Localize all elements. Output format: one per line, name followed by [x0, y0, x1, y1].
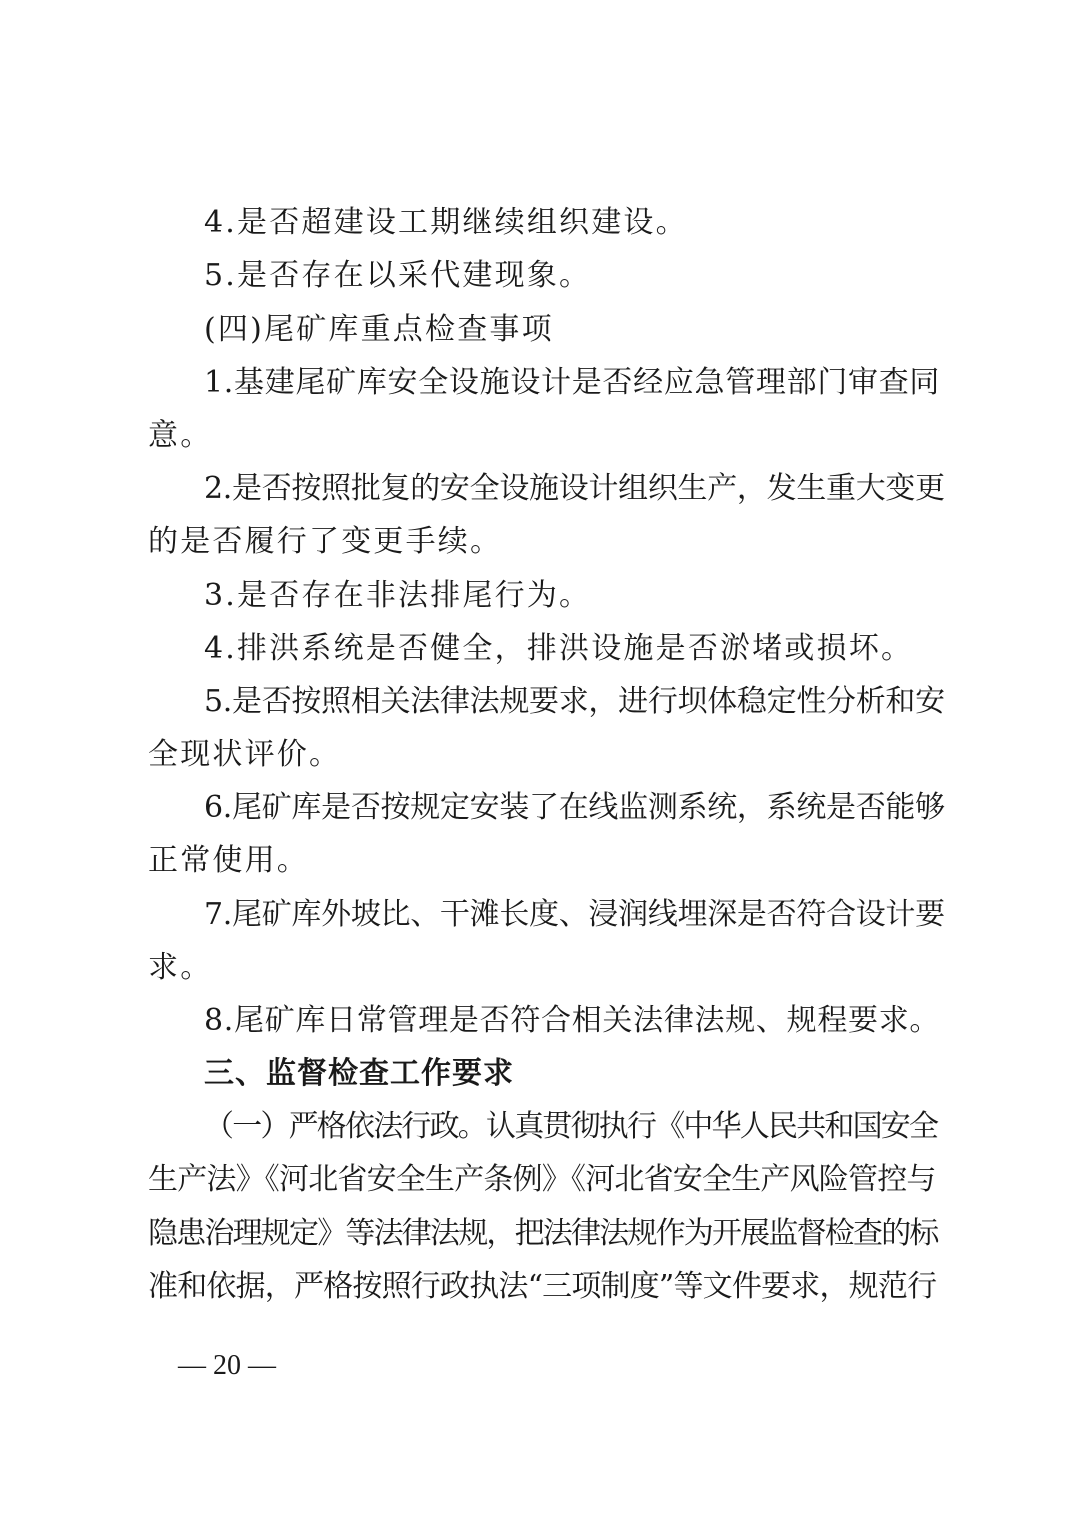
- text-line: 正常使用。: [148, 843, 309, 878]
- text-line: 4.排洪系统是否健全，排洪设施是否淤堵或损坏。: [204, 631, 914, 666]
- text-line: 8.尾矿库日常管理是否符合相关法律法规、规程要求。: [204, 1003, 941, 1038]
- text-line: （一）严格依法行政。认真贯彻执行《中华人民共和国安全: [204, 1109, 938, 1144]
- section-title: 三、监督检查工作要求: [204, 1056, 514, 1091]
- page-number: — 20 —: [178, 1350, 276, 1381]
- text-line: 准和依据，严格按照行政执法“三项制度”等文件要求，规范行: [148, 1269, 937, 1304]
- text-line: 隐患治理规定》等法律法规，把法律法规作为开展监督检查的标: [148, 1216, 938, 1251]
- text-line: 1.基建尾矿库安全设施设计是否经应急管理部门审查同: [204, 365, 941, 400]
- text-line: 意。: [148, 418, 213, 453]
- text-line: 生产法》《河北省安全生产条例》《河北省安全生产风险管控与: [148, 1162, 936, 1197]
- text-line: 求。: [148, 950, 213, 985]
- text-line: 全现状评价。: [148, 737, 342, 772]
- text-line: 5.是否按照相关法律法规要求，进行坝体稳定性分析和安: [204, 684, 945, 719]
- text-line: 7.尾矿库外坡比、干滩长度、浸润线埋深是否符合设计要: [204, 897, 945, 932]
- text-line: 4.是否超建设工期继续组织建设。: [204, 205, 688, 240]
- text-line: 6.尾矿库是否按规定安装了在线监测系统，系统是否能够: [204, 790, 945, 825]
- text-line: 5.是否存在以采代建现象。: [204, 258, 592, 293]
- text-line: 3.是否存在非法排尾行为。: [204, 578, 592, 613]
- text-line: 2.是否按照批复的安全设施设计组织生产，发生重大变更: [204, 471, 945, 506]
- text-line: 的是否履行了变更手续。: [148, 524, 503, 559]
- section-heading: (四)尾矿库重点检查事项: [204, 312, 554, 347]
